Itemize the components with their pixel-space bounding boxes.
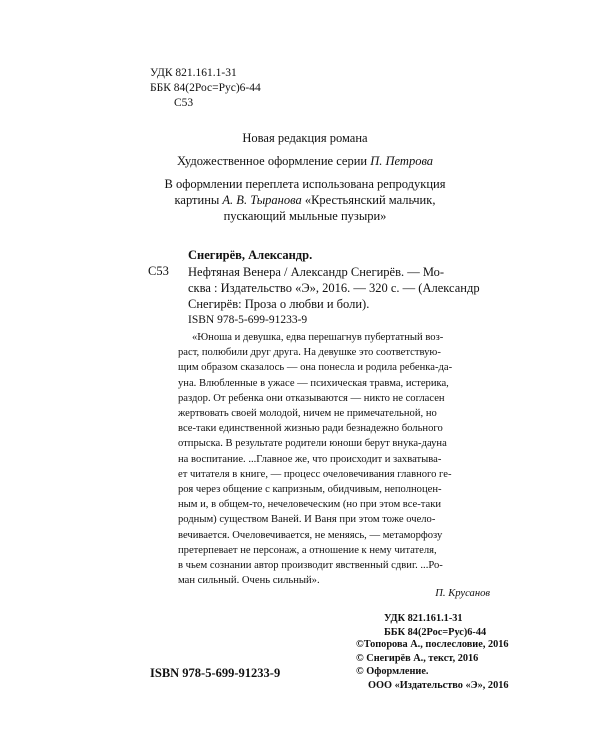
annotation-line: ным и, в общем-то, нечеловеческим (но при этом все-таки bbox=[178, 499, 442, 511]
annotation-line: «Юноша и девушка, едва перешагнув пубертатный воз- bbox=[192, 332, 444, 343]
copyright-line: ©Топорова А., послесловие, 2016 bbox=[356, 639, 509, 650]
annotation bbox=[178, 330, 490, 588]
bbk-code-bold: ББК 84(2Рос=Рус)6-44 bbox=[384, 627, 487, 638]
annotation-line: претерпевает не персонаж, а отношение к нему читателя, bbox=[178, 544, 437, 556]
copyright-block bbox=[356, 638, 509, 692]
annotation-line: уна. Влюбленные в ужасе — психическая травма, истерика, bbox=[178, 377, 449, 389]
annotation-line: все-таки единственной жизнью ради безнадежно больного bbox=[178, 423, 443, 435]
annotation-line: жертвовать своей молодой, ничем не примечательной, но bbox=[178, 408, 437, 420]
annotation-line: вечивается. Очеловечивается, не меняясь, — метаморфозу bbox=[178, 529, 443, 541]
catalog-isbn: ISBN 978-5-699-91233-9 bbox=[188, 314, 308, 326]
catalog-code: С53 bbox=[148, 264, 169, 278]
copyright-line: © Снегирёв А., текст, 2016 bbox=[356, 652, 479, 664]
artist-name: А. В. Тыранова bbox=[222, 193, 302, 207]
annotation-line: щим образом сказалось — она понесла и родила ребенка-да- bbox=[178, 362, 453, 374]
classification-codes-bold bbox=[384, 612, 486, 640]
udk-code: УДК 821.161.1-31 bbox=[150, 67, 237, 79]
cover-art-credit: В оформлении переплета использована репродукция картины А. В. Тыранова «Крестьянский мальчик, пускающий мыльные пузыри» bbox=[164, 177, 446, 223]
bibliographic-description: Нефтяная Венера / Александр Снегирёв. — Мо- сква : Издательство «Э», 2016. — 320 с. — (Александр Снегирёв: Проза о любви и боли). bbox=[188, 265, 480, 311]
reviewer-name: П. Крусанов bbox=[435, 588, 490, 599]
bbk-code: ББК 84(2Рос=Рус)6-44 bbox=[150, 82, 261, 94]
annotation-line: родным) существом Ваней. И Ваня при этом тоже очело- bbox=[178, 514, 436, 526]
isbn-bottom: ISBN 978-5-699-91233-9 bbox=[150, 666, 281, 680]
annotation-line: на воспитание. ...Главное же, что происходит и захватыва- bbox=[178, 453, 442, 465]
copyright-line: ООО «Издательство «Э», 2016 bbox=[368, 679, 509, 691]
annotation-line: роя через общение с капризным, обидчивым, неполноцен- bbox=[178, 484, 442, 496]
annotation-line: в чьем сознании автор производит явственный сдвиг. ...Ро- bbox=[178, 560, 443, 572]
udk-code-bold: УДК 821.161.1-31 bbox=[384, 613, 463, 624]
annotation-line: отпрыска. В результате родители юноши берут внука-дауна bbox=[178, 438, 447, 450]
author-mark: С53 bbox=[174, 97, 194, 109]
annotation-line: раздор. От ребенка они отказываются — никто не согласен bbox=[178, 392, 445, 404]
designer-name: П. Петрова bbox=[370, 154, 434, 168]
annotation-line: ет читателя в книге, — процесс очеловечивания главного ге- bbox=[178, 468, 452, 480]
copyright-line: © Оформление. bbox=[356, 666, 429, 678]
author-heading: Снегирёв, Александр. bbox=[188, 248, 313, 262]
series-design-credit: Художественное оформление серии П. Петрова bbox=[176, 154, 434, 168]
annotation-line: ман сильный. Очень сильный». bbox=[178, 575, 320, 587]
annotation-line: раст, полюбили друг друга. На девушке это соответствую- bbox=[178, 347, 441, 359]
classification-codes bbox=[150, 66, 261, 111]
edition-note: Новая редакция романа bbox=[242, 131, 368, 145]
